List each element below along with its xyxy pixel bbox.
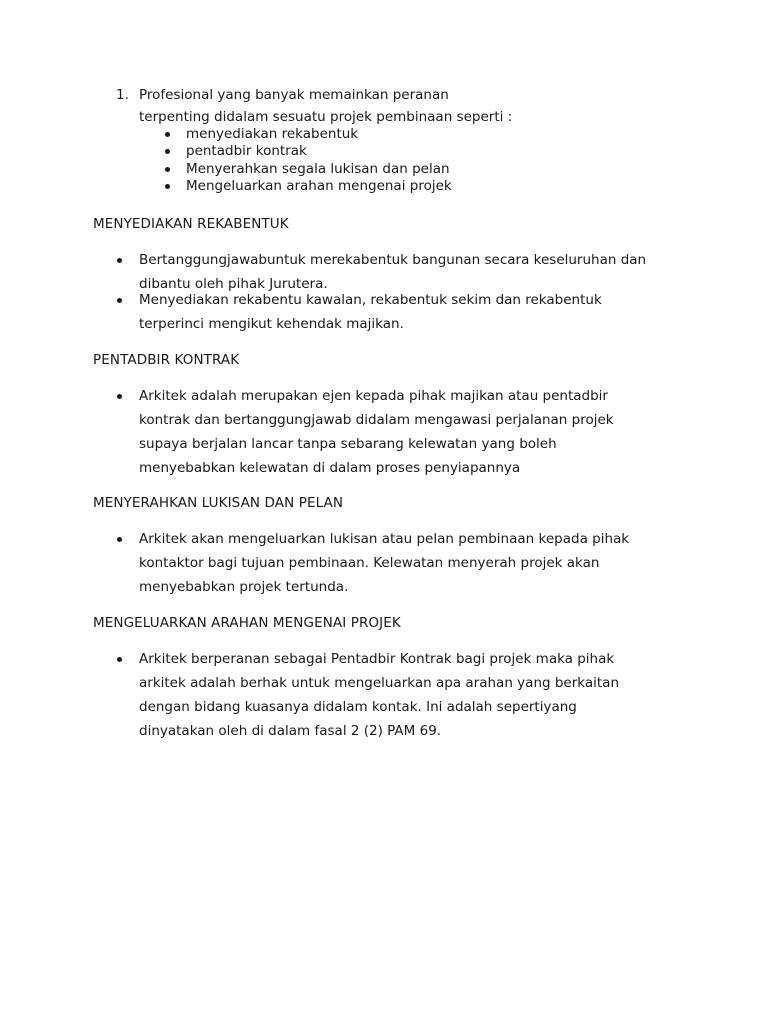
bullet-icon <box>117 657 122 662</box>
paragraph-line: dengan bidang kuasanya didalam kontak. Ini adalah sepertiyang <box>139 699 577 715</box>
section-heading-lukisan: MENYERAHKAN LUKISAN DAN PELAN <box>93 495 344 511</box>
bullet-icon <box>165 149 170 154</box>
bullet-icon <box>117 537 122 542</box>
paragraph-line: kontrak dan bertanggungjawab didalam mengawasi perjalanan projek <box>139 412 614 428</box>
role-item-3: Menyerahkan segala lukisan dan pelan <box>186 161 450 177</box>
bullet-icon <box>165 184 170 189</box>
bullet-icon <box>165 167 170 172</box>
intro-line-1: Profesional yang banyak memainkan peranan <box>139 87 449 103</box>
role-item-4: Mengeluarkan arahan mengenai projek <box>186 178 452 194</box>
paragraph-line: arkitek adalah berhak untuk mengeluarkan apa arahan yang berkaitan <box>139 675 620 691</box>
paragraph-line: Arkitek akan mengeluarkan lukisan atau pelan pembinaan kepada pihak <box>139 531 630 547</box>
paragraph-line: kontaktor bagi tujuan pembinaan. Kelewatan menyerah projek akan <box>139 555 600 571</box>
paragraph-line: terperinci mengikut kehendak majikan. <box>139 316 404 332</box>
paragraph-line: Arkitek adalah merupakan ejen kepada pihak majikan atau pentadbir <box>139 388 608 404</box>
bullet-icon <box>117 298 122 303</box>
paragraph-line: menyebabkan kelewatan di dalam proses penyiapannya <box>139 460 521 476</box>
paragraph-line: supaya berjalan lancar tanpa sebarang kelewatan yang boleh <box>139 436 557 452</box>
paragraph-line: Bertanggungjawabuntuk merekabentuk bangunan secara keseluruhan dan <box>139 252 647 268</box>
paragraph-line: Arkitek berperanan sebagai Pentadbir Kontrak bagi projek maka pihak <box>139 651 615 667</box>
bullet-icon <box>117 394 122 399</box>
bullet-icon <box>165 132 170 137</box>
role-item-2: pentadbir kontrak <box>186 143 307 159</box>
paragraph-line: menyebabkan projek tertunda. <box>139 579 349 595</box>
list-number: 1. <box>116 87 129 103</box>
paragraph-line: dibantu oleh pihak Jurutera. <box>139 276 328 292</box>
role-item-1: menyediakan rekabentuk <box>186 126 359 142</box>
paragraph-line: Menyediakan rekabentu kawalan, rekabentuk sekim dan rekabentuk <box>139 292 602 308</box>
paragraph-line: dinyatakan oleh di dalam fasal 2 (2) PAM 69. <box>139 723 442 739</box>
section-heading-pentadbir: PENTADBIR KONTRAK <box>93 352 240 368</box>
intro-line-2: terpenting didalam sesuatu projek pembinaan seperti : <box>139 109 513 125</box>
bullet-icon <box>117 258 122 263</box>
section-heading-arahan: MENGELUARKAN ARAHAN MENGENAI PROJEK <box>93 615 401 631</box>
section-heading-rekabentuk: MENYEDIAKAN REKABENTUK <box>93 216 289 232</box>
